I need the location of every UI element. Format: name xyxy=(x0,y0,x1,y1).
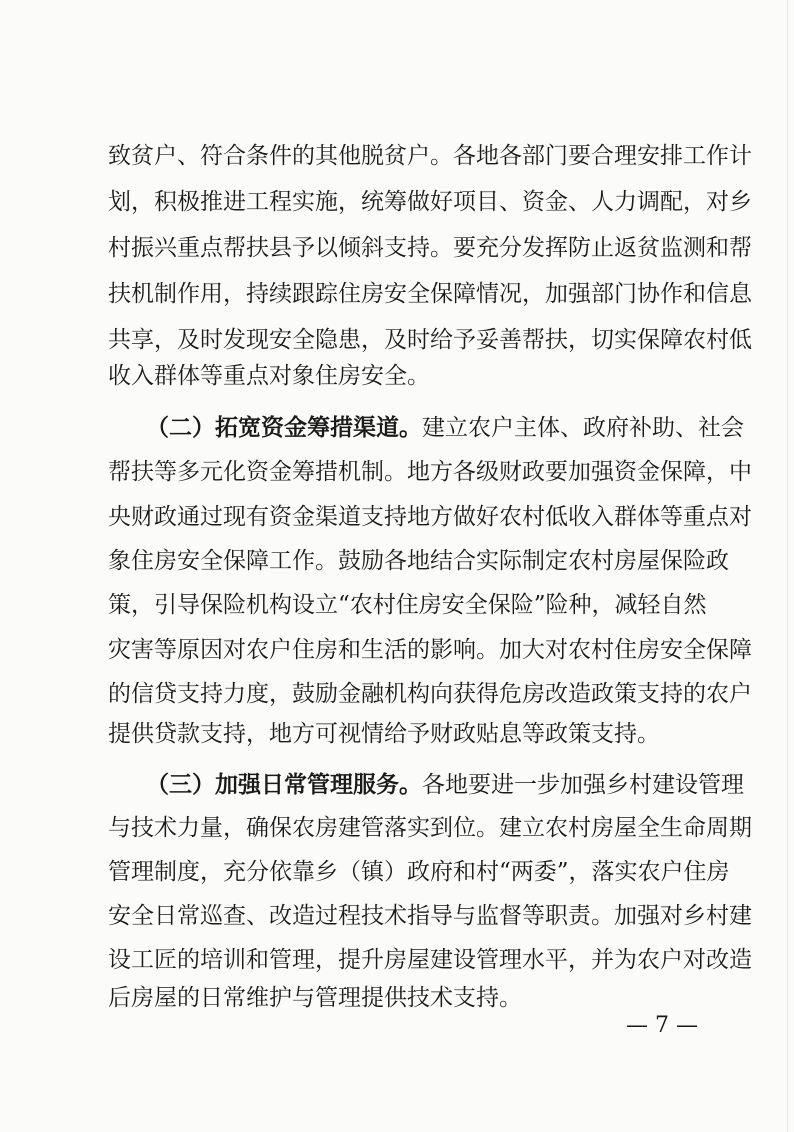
paragraph-line: 共享，及时发现安全隐患，及时给予妥善帮扶，切实保障农村低 xyxy=(108,327,752,353)
paragraph-line: 策，引导保险机构设立“农村住房安全保险”险种，减轻自然 xyxy=(108,592,707,618)
paragraph-line: 村振兴重点帮扶县予以倾斜支持。要充分发挥防止返贫监测和帮 xyxy=(108,235,752,261)
paragraph-line: 央财政通过现有资金渠道支持地方做好农村低收入群体等重点对 xyxy=(108,504,752,530)
section-heading: （三）加强日常管理服务。 xyxy=(146,771,422,798)
page-number: — 7 — xyxy=(626,1013,698,1038)
paragraph-line: 致贫户、符合条件的其他脱贫户。各地各部门要合理安排工作计 xyxy=(108,143,752,169)
paragraph-line: 安全日常巡查、改造过程技术指导与监督等职责。加强对乡村建 xyxy=(108,903,752,929)
paragraph-line: 提供贷款支持，地方可视情给予财政贴息等政策支持。 xyxy=(108,721,660,747)
paragraph-line: 管理制度，充分依靠乡（镇）政府和村“两委”，落实农户住房 xyxy=(108,859,730,885)
section-heading-line: （三）加强日常管理服务。各地要进一步加强乡村建设管理 xyxy=(146,771,744,798)
scan-edge-divider xyxy=(787,0,788,1132)
paragraph-line: 划，积极推进工程实施，统筹做好项目、资金、人力调配，对乡 xyxy=(108,189,752,215)
paragraph-line: 的信贷支持力度，鼓励金融机构向获得危房改造政策支持的农户 xyxy=(108,681,752,707)
paragraph-line: 象住房安全保障工作。鼓励各地结合实际制定农村房屋保险政 xyxy=(108,548,729,574)
paragraph-line: 灾害等原因对农户住房和生活的影响。加大对农村住房安全保障 xyxy=(108,637,752,663)
section-heading: （二）拓宽资金筹措渠道。 xyxy=(146,414,422,441)
paragraph-line: 与技术力量，确保农房建管落实到位。建立农村房屋全生命周期 xyxy=(108,815,752,841)
paragraph-line: 扶机制作用，持续跟踪住房安全保障情况，加强部门协作和信息 xyxy=(108,281,752,307)
paragraph-line: 设工匠的培训和管理，提升房屋建设管理水平，并为农户对改造 xyxy=(108,947,752,973)
section-heading-line: （二）拓宽资金筹措渠道。建立农户主体、政府补助、社会 xyxy=(146,414,744,441)
paragraph-line: 收入群体等重点对象住房安全。 xyxy=(108,363,430,389)
paragraph-line: 后房屋的日常维护与管理提供技术支持。 xyxy=(108,985,522,1011)
paragraph-line: 帮扶等多元化资金筹措机制。地方各级财政要加强资金保障，中 xyxy=(108,459,752,485)
